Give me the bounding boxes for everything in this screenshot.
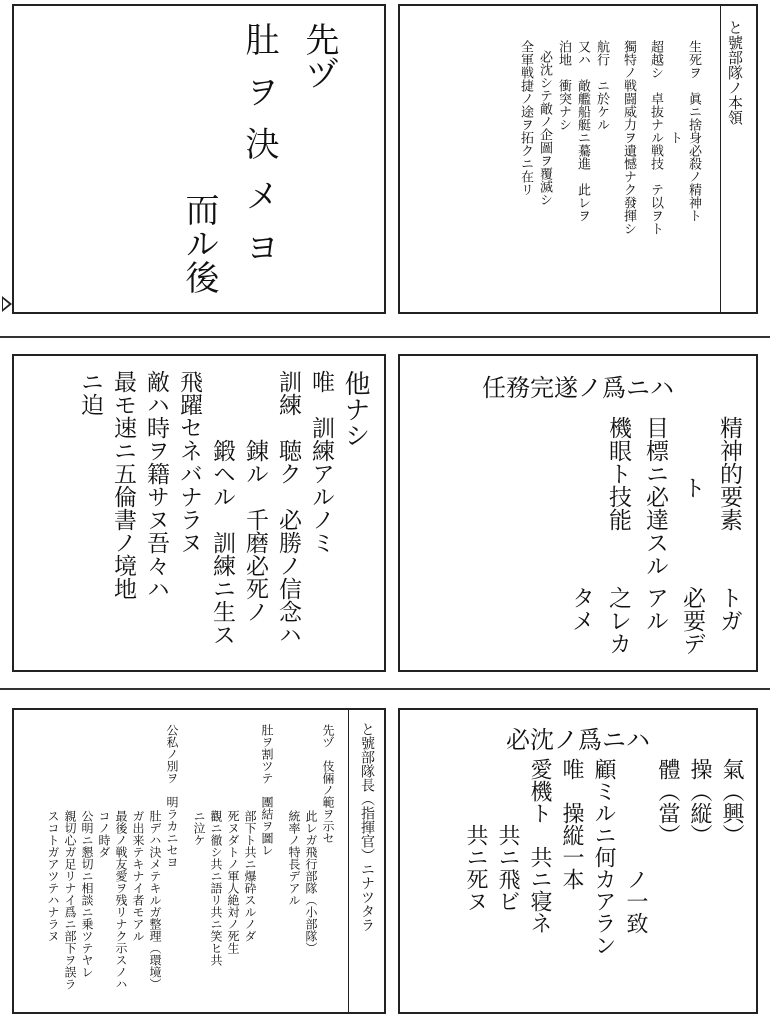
text-line: 死ヌダトノ軍人絶対ノ死生 xyxy=(226,810,240,954)
text-column: 鍛ヘル 訓練ニ生ス xyxy=(209,370,235,646)
text-column: 之レカ xyxy=(605,586,631,655)
row-separator xyxy=(0,336,770,338)
text-line: 必沈シテ敵ノ企圖ヲ覆滅シ xyxy=(537,50,552,206)
panel-resolve xyxy=(12,4,386,314)
text-line: 最後ノ戦友愛ヲ残リナク示スノハ xyxy=(114,810,128,990)
text-column: 機眼ト技能 xyxy=(605,416,631,531)
text-line: 公明ニ懇切ニ相談ニ乗ツテヤレ xyxy=(80,810,94,978)
text-column: 共ニ死ヌ xyxy=(463,758,488,912)
panel-training xyxy=(12,354,386,672)
mission-header: ハニ爲ノ遂完務任 xyxy=(482,374,674,402)
text-column: 訓練 聴ク 必勝ノ信念ハ xyxy=(275,370,301,646)
text-column: 敵ハ時ヲ籍サヌ吾々ハ xyxy=(143,370,169,600)
text-line: 肚ヲ割ツテ 團結ヲ圖レ xyxy=(260,724,274,856)
text-line: 生死ヲ 眞ニ捨身必殺ノ精神ト xyxy=(686,40,701,222)
title-divider xyxy=(720,6,721,314)
page-row-3 xyxy=(0,692,770,1024)
text-column: 錬ル 千磨必死ノ xyxy=(242,370,268,623)
text-line: 獨特ノ戦闘威力ヲ遺憾ナク發揮シ xyxy=(621,40,636,235)
text-column: ト xyxy=(679,476,705,499)
text-column: 唯 訓練アルノミ xyxy=(308,370,334,554)
text-column: 共ニ飛ビ xyxy=(495,758,520,912)
text-line: 觀ニ徹シ共ニ語リ共ニ笑ヒ共 xyxy=(209,810,223,966)
panel-mission-essentials xyxy=(398,354,758,672)
text-line: ガ出来テキナイ者モアル xyxy=(131,810,145,942)
text-line: ト xyxy=(667,40,682,144)
text-column: 愛機ト 共ニ寝ネ xyxy=(527,758,552,934)
text-line: 部下ト共ニ爆砕スルノダ xyxy=(243,810,257,942)
text-line: 航行 ニ於ケル xyxy=(594,40,609,131)
text-column: 操（縦） xyxy=(687,758,712,846)
text-line: 肚デハ決メテキルガ整理（環境） xyxy=(148,810,162,990)
section-title: と號部隊長（指揮官）ニナツタラ xyxy=(359,722,375,932)
text-column: ノ一致 xyxy=(623,868,648,934)
mission-lines xyxy=(519,40,700,235)
commander-lines xyxy=(47,724,334,990)
text-column: ニ迫 xyxy=(77,370,103,416)
text-column: 精神的要素 xyxy=(716,416,742,531)
panel-sinking xyxy=(398,708,758,1014)
panel-commander xyxy=(12,708,386,1014)
text-line: 全軍戦捷ノ途ヲ拓クニ在リ xyxy=(518,40,533,196)
row-separator xyxy=(0,688,770,690)
text-column: トガ xyxy=(716,586,742,632)
text-line: ニ泣ケ xyxy=(192,810,206,846)
text-column: 必要デ xyxy=(679,586,705,655)
arrow-icon xyxy=(2,296,12,312)
essentials-columns xyxy=(606,416,740,577)
text-line: 公私ノ別ヲ 明ラカニセヨ xyxy=(165,724,179,868)
text-line: コノ時ダ xyxy=(97,810,111,858)
panel-mission-title xyxy=(398,4,758,314)
training-columns xyxy=(78,370,368,646)
text-column: 最モ速ニ五倫書ノ境地 xyxy=(110,370,136,600)
text-column: 體（當） xyxy=(655,758,680,846)
text-column: 目標ニ必達スル xyxy=(642,416,668,577)
text-column: タメ xyxy=(568,586,594,632)
text-line: 泊地 衝突ナシ xyxy=(556,40,571,131)
text-column: 先ヅ xyxy=(299,22,339,90)
text-column: 顧ミルニ何カアラン xyxy=(591,758,616,956)
text-line: 統率ノ特長デアル xyxy=(287,810,301,906)
section-title: と號部隊ノ本領 xyxy=(726,20,744,125)
text-column: 肚ヲ決メヨ xyxy=(239,22,279,282)
text-column: アル xyxy=(642,586,668,632)
text-column: 他ナシ xyxy=(340,370,370,448)
text-column: 而ル後 xyxy=(179,192,219,294)
text-line: 先ヅ 伎倆ノ範ヲ示セ xyxy=(321,724,335,844)
text-column: 氣（興） xyxy=(719,758,744,846)
text-line: 又ハ 敵艦船艇ニ驀進 此レヲ xyxy=(575,40,590,222)
page-row-1 xyxy=(0,0,770,335)
text-line: 超越シ 卓抜ナル戦技 テ以ヲト xyxy=(648,40,663,235)
sinking-columns xyxy=(464,758,742,956)
sinking-header: ハニ爲ノ沈必 xyxy=(506,726,650,754)
essentials-tail xyxy=(569,586,740,655)
text-line: 此レガ飛行部隊（小部隊） xyxy=(304,810,318,954)
text-column: 唯 操縦一本 xyxy=(559,758,584,890)
page-row-2 xyxy=(0,340,770,685)
title-divider xyxy=(348,710,349,1014)
text-line: スコトガアツテハナラヌ xyxy=(46,810,60,942)
panel-resolve-columns xyxy=(179,22,339,294)
text-line: 親切心ガ足リナイ爲ニ部下ヲ誤ラ xyxy=(63,810,77,990)
text-column: 飛躍セネバナラヌ xyxy=(176,370,202,554)
